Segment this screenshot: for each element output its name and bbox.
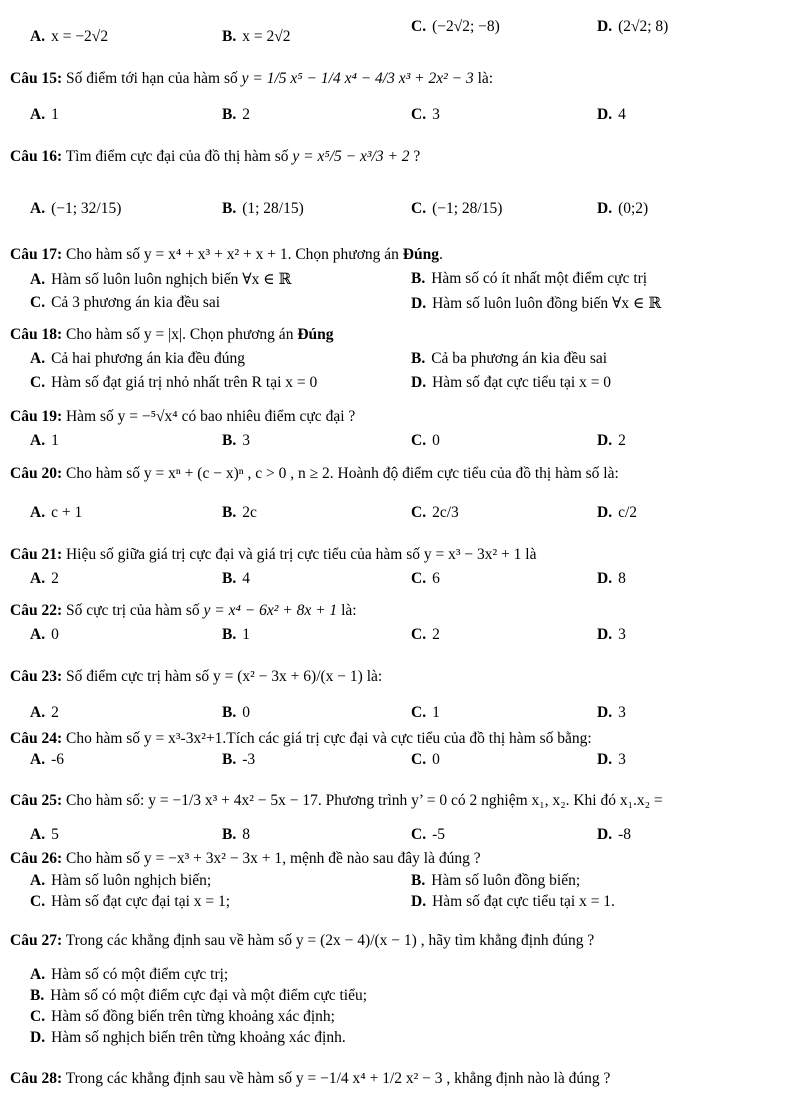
question-27: Câu 27: Trong các khẳng định sau về hàm số y = (2x − 4)/(x − 1) , hãy tìm khẳng định đúng ? — [10, 932, 595, 949]
q16-option-d: D. (0;2) — [597, 200, 649, 217]
q27-option-a: A. Hàm số có một điểm cực trị; — [30, 966, 229, 983]
q26-option-c: C. Hàm số đạt cực đại tại x = 1; — [30, 893, 231, 910]
q18-option-d: D. Hàm số đạt cực tiểu tại x = 0 — [411, 374, 612, 391]
q22-option-a: A. 0 — [30, 626, 59, 643]
q17-option-c: C. Cả 3 phương án kia đều sai — [30, 294, 221, 311]
q19-option-b: B. 3 — [222, 432, 250, 449]
q23-option-b: B. 0 — [222, 704, 250, 721]
question-23: Câu 23: Số điểm cực trị hàm số y = (x² − 3x + 6)/(x − 1) là: — [10, 668, 383, 685]
q27-option-c: C. Hàm số đồng biến trên từng khoảng xác định; — [30, 1008, 335, 1025]
q24-option-a: A. -6 — [30, 751, 64, 768]
top-option-d: D. (2√2; 8) — [597, 18, 669, 35]
q21-option-d: D. 8 — [597, 570, 626, 587]
question-15: Câu 15: Số điểm tới hạn của hàm số y = 1/5 x⁵ − 1/4 x⁴ − 4/3 x³ + 2x² − 3 là: — [10, 70, 494, 87]
q19-option-a: A. 1 — [30, 432, 59, 449]
question-26: Câu 26: Cho hàm số y = −x³ + 3x² − 3x + 1, mệnh đề nào sau đây là đúng ? — [10, 850, 481, 867]
q15-option-a: A. 1 — [30, 106, 59, 123]
q21-option-c: C. 6 — [411, 570, 440, 587]
question-17: Câu 17: Cho hàm số y = x⁴ + x³ + x² + x + 1. Chọn phương án Đúng. — [10, 246, 443, 263]
question-20: Câu 20: Cho hàm số y = xⁿ + (c − x)ⁿ , c > 0 , n ≥ 2. Hoành độ điểm cực tiểu của đồ thị hàm số là: — [10, 465, 619, 482]
question-16: Câu 16: Tìm điểm cực đại của đồ thị hàm số y = x⁵/5 − x³/3 + 2 ? — [10, 148, 421, 165]
q26-option-d: D. Hàm số đạt cực tiểu tại x = 1. — [411, 893, 615, 910]
q19-option-d: D. 2 — [597, 432, 626, 449]
q24-option-b: B. -3 — [222, 751, 256, 768]
q20-option-a: A. c + 1 — [30, 504, 83, 521]
q27-option-d: D. Hàm số nghịch biến trên từng khoảng xác định. — [30, 1029, 346, 1046]
q20-option-c: C. 2c/3 — [411, 504, 459, 521]
q22-option-d: D. 3 — [597, 626, 626, 643]
q15-option-d: D. 4 — [597, 106, 626, 123]
q17-option-a: A. Hàm số luôn luôn nghịch biến ∀x ∈ ℝ — [30, 271, 292, 288]
question-19: Câu 19: Hàm số y = −⁵√x⁴ có bao nhiêu điểm cực đại ? — [10, 408, 356, 425]
question-25: Câu 25: Cho hàm số: y = −1/3 x³ + 4x² − 5x − 17. Phương trình y’ = 0 có 2 nghiệm x₁, x₂. Khi đó x₁.x₂ = — [10, 792, 663, 809]
q17-option-d: D. Hàm số luôn luôn đồng biến ∀x ∈ ℝ — [411, 295, 662, 312]
q18-option-c: C. Hàm số đạt giá trị nhỏ nhất trên R tại x = 0 — [30, 374, 318, 391]
q20-option-d: D. c/2 — [597, 504, 638, 521]
top-option-a: A. x = −2√2 — [30, 28, 109, 45]
q18-option-b: B. Cả ba phương án kia đều sai — [411, 350, 608, 367]
question-21: Câu 21: Hiệu số giữa giá trị cực đại và giá trị cực tiểu của hàm số y = x³ − 3x² + 1 là — [10, 546, 537, 563]
q24-option-d: D. 3 — [597, 751, 626, 768]
q22-option-c: C. 2 — [411, 626, 440, 643]
top-option-b: B. x = 2√2 — [222, 28, 291, 45]
q22-option-b: B. 1 — [222, 626, 250, 643]
q25-option-b: B. 8 — [222, 826, 250, 843]
q17-option-b: B. Hàm số có ít nhất một điểm cực trị — [411, 270, 648, 287]
q21-option-a: A. 2 — [30, 570, 59, 587]
question-24: Câu 24: Cho hàm số y = x³-3x²+1.Tích các giá trị cực đại và cực tiểu của đồ thị hàm số bằng: — [10, 730, 592, 747]
q21-option-b: B. 4 — [222, 570, 250, 587]
q23-option-a: A. 2 — [30, 704, 59, 721]
q15-option-b: B. 2 — [222, 106, 250, 123]
q20-option-b: B. 2c — [222, 504, 257, 521]
q24-option-c: C. 0 — [411, 751, 440, 768]
q25-option-c: C. -5 — [411, 826, 445, 843]
q26-option-b: B. Hàm số luôn đồng biến; — [411, 872, 581, 889]
q15-option-c: C. 3 — [411, 106, 440, 123]
question-28: Câu 28: Trong các khẳng định sau về hàm số y = −1/4 x⁴ + 1/2 x² − 3 , khẳng định nào là đúng ? — [10, 1070, 611, 1087]
q25-option-d: D. -8 — [597, 826, 631, 843]
q26-option-a: A. Hàm số luôn nghịch biến; — [30, 872, 212, 889]
q16-option-a: A. (−1; 32/15) — [30, 200, 122, 217]
question-22: Câu 22: Số cực trị của hàm số y = x⁴ − 6x² + 8x + 1 là: — [10, 602, 357, 619]
q27-option-b: B. Hàm số có một điểm cực đại và một điểm cực tiểu; — [30, 987, 368, 1004]
q23-option-d: D. 3 — [597, 704, 626, 721]
q23-option-c: C. 1 — [411, 704, 440, 721]
top-option-c: C. (−2√2; −8) — [411, 18, 500, 35]
q16-option-c: C. (−1; 28/15) — [411, 200, 503, 217]
q25-option-a: A. 5 — [30, 826, 59, 843]
question-18: Câu 18: Cho hàm số y = |x|. Chọn phương án Đúng — [10, 326, 334, 343]
q16-option-b: B. (1; 28/15) — [222, 200, 304, 217]
q18-option-a: A. Cả hai phương án kia đều đúng — [30, 350, 246, 367]
q19-option-c: C. 0 — [411, 432, 440, 449]
